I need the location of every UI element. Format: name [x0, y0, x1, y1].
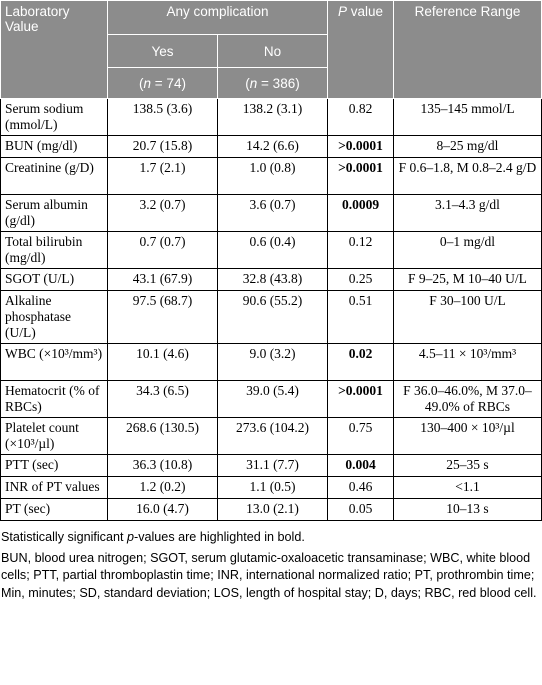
yes-value-cell: 16.0 (4.7)	[108, 499, 218, 521]
no-value-cell: 32.8 (43.8)	[218, 269, 328, 291]
p-value-cell: 0.12	[328, 232, 394, 269]
lab-name-cell: Serum sodium (mmol/L)	[1, 99, 108, 136]
header-n-yes: (n = 74)	[108, 68, 218, 99]
yes-value-cell: 43.1 (67.9)	[108, 269, 218, 291]
yes-value-cell: 3.2 (0.7)	[108, 195, 218, 232]
no-value-cell: 90.6 (55.2)	[218, 291, 328, 344]
no-value-cell: 0.6 (0.4)	[218, 232, 328, 269]
p-value-cell: 0.02	[328, 344, 394, 381]
table-footnotes	[0, 521, 541, 602]
no-value-cell: 3.6 (0.7)	[218, 195, 328, 232]
no-value-cell: 31.1 (7.7)	[218, 455, 328, 477]
footnote-abbreviations: BUN, blood urea nitrogen; SGOT, serum glutamic-oxaloacetic transaminase; WBC, white blood cells; PTT, partial thromboplastin time; INR, international normalized ratio; PT, prothrombin time; Min, minutes; SD, standard deviation; LOS, length of hospital stay; D, days; RBC, red blood cell.	[1, 550, 537, 600]
yes-value-cell: 138.5 (3.6)	[108, 99, 218, 136]
header-p-value: P value	[328, 1, 394, 99]
no-value-cell: 13.0 (2.1)	[218, 499, 328, 521]
lab-name-cell: Total bilirubin (mg/dl)	[1, 232, 108, 269]
header-no: No	[218, 35, 328, 68]
lab-name-cell: SGOT (U/L)	[1, 269, 108, 291]
reference-range-cell: 10–13 s	[394, 499, 542, 521]
reference-range-cell: F 30–100 U/L	[394, 291, 542, 344]
no-value-cell: 9.0 (3.2)	[218, 344, 328, 381]
no-value-cell: 1.0 (0.8)	[218, 158, 328, 195]
p-value-cell: 0.82	[328, 99, 394, 136]
reference-range-cell: 0–1 mg/dl	[394, 232, 542, 269]
lab-name-cell: PT (sec)	[1, 499, 108, 521]
p-value-cell: 0.75	[328, 418, 394, 455]
lab-name-cell: Platelet count (×10³/µl)	[1, 418, 108, 455]
table-row	[1, 418, 542, 455]
reference-range-cell: 135–145 mmol/L	[394, 99, 542, 136]
yes-value-cell: 97.5 (68.7)	[108, 291, 218, 344]
p-value-cell: >0.0001	[328, 381, 394, 418]
yes-value-cell: 34.3 (6.5)	[108, 381, 218, 418]
reference-range-cell: F 36.0–46.0%, M 37.0–49.0% of RBCs	[394, 381, 542, 418]
lab-name-cell: Creatinine (g/D)	[1, 158, 108, 195]
p-value-cell: 0.46	[328, 477, 394, 499]
table-row	[1, 291, 542, 344]
no-value-cell: 273.6 (104.2)	[218, 418, 328, 455]
p-value-cell: 0.05	[328, 499, 394, 521]
reference-range-cell: F 9–25, M 10–40 U/L	[394, 269, 542, 291]
p-value-cell: 0.25	[328, 269, 394, 291]
lab-name-cell: WBC (×10³/mm³)	[1, 344, 108, 381]
yes-value-cell: 268.6 (130.5)	[108, 418, 218, 455]
reference-range-cell: <1.1	[394, 477, 542, 499]
table-row	[1, 455, 542, 477]
p-value-cell: >0.0001	[328, 158, 394, 195]
no-value-cell: 1.1 (0.5)	[218, 477, 328, 499]
lab-name-cell: Serum albumin (g/dl)	[1, 195, 108, 232]
table-header	[1, 1, 542, 99]
lab-name-cell: PTT (sec)	[1, 455, 108, 477]
reference-range-cell: F 0.6–1.8, M 0.8–2.4 g/D	[394, 158, 542, 195]
table-row	[1, 344, 542, 381]
yes-value-cell: 10.1 (4.6)	[108, 344, 218, 381]
no-value-cell: 39.0 (5.4)	[218, 381, 328, 418]
p-value-cell: 0.0009	[328, 195, 394, 232]
table-row	[1, 195, 542, 232]
table-row	[1, 99, 542, 136]
reference-range-cell: 8–25 mg/dl	[394, 136, 542, 158]
yes-value-cell: 1.7 (2.1)	[108, 158, 218, 195]
yes-value-cell: 20.7 (15.8)	[108, 136, 218, 158]
header-laboratory-value: Laboratory Value	[1, 1, 108, 99]
no-value-cell: 14.2 (6.6)	[218, 136, 328, 158]
no-value-cell: 138.2 (3.1)	[218, 99, 328, 136]
yes-value-cell: 36.3 (10.8)	[108, 455, 218, 477]
table-row	[1, 232, 542, 269]
lab-name-cell: Alkaline phosphatase (U/L)	[1, 291, 108, 344]
p-value-cell: 0.004	[328, 455, 394, 477]
reference-range-cell: 3.1–4.3 g/dl	[394, 195, 542, 232]
header-n-no: (n = 386)	[218, 68, 328, 99]
table-row	[1, 269, 542, 291]
yes-value-cell: 0.7 (0.7)	[108, 232, 218, 269]
table-row	[1, 477, 542, 499]
lab-name-cell: BUN (mg/dl)	[1, 136, 108, 158]
header-any-complication: Any complication	[108, 1, 328, 35]
p-value-cell: 0.51	[328, 291, 394, 344]
reference-range-cell: 25–35 s	[394, 455, 542, 477]
reference-range-cell: 4.5–11 × 10³/mm³	[394, 344, 542, 381]
lab-name-cell: Hematocrit (% of RBCs)	[1, 381, 108, 418]
table-row	[1, 499, 542, 521]
table-row	[1, 381, 542, 418]
reference-range-cell: 130–400 × 10³/µl	[394, 418, 542, 455]
table-body	[1, 99, 542, 521]
footnote-significance: Statistically significant p-values are highlighted in bold.	[1, 530, 305, 544]
yes-value-cell: 1.2 (0.2)	[108, 477, 218, 499]
header-reference-range: Reference Range	[394, 1, 542, 99]
lab-name-cell: INR of PT values	[1, 477, 108, 499]
header-yes: Yes	[108, 35, 218, 68]
table-row	[1, 136, 542, 158]
p-value-cell: >0.0001	[328, 136, 394, 158]
table-row	[1, 158, 542, 195]
